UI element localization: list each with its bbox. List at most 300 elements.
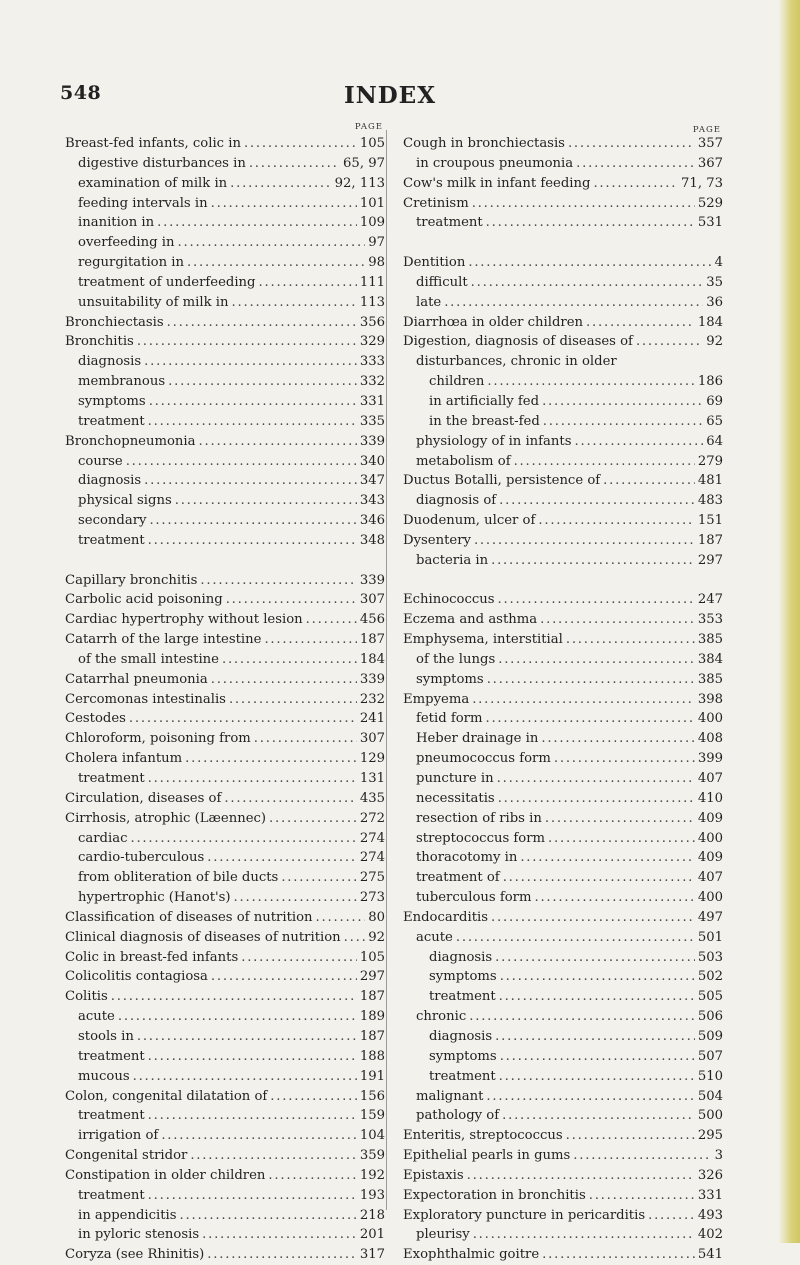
- index-entry: [403, 253, 723, 273]
- entry-page-number: 159: [359, 1108, 385, 1124]
- index-entry: [65, 948, 385, 968]
- entry-term: unsuitability of milk in: [78, 294, 229, 310]
- index-entry: [65, 928, 385, 948]
- dot-leader: [487, 670, 695, 690]
- entry-term: acute: [416, 929, 453, 945]
- entry-term: Cardiac hypertrophy without lesion: [65, 612, 303, 628]
- index-entry: [403, 709, 723, 729]
- entry-page-number: 531: [697, 215, 723, 231]
- dot-leader: [538, 511, 694, 531]
- entry-page-number: 357: [697, 136, 723, 151]
- entry-page-number: 35: [706, 274, 723, 290]
- entry-term: Epithelial pearls in gums: [403, 1148, 571, 1164]
- dot-leader: [485, 709, 694, 729]
- entry-page-number: 409: [697, 810, 723, 826]
- dot-leader: [180, 1206, 357, 1226]
- dot-leader: [548, 829, 695, 849]
- entry-term: Bronchiectasis: [65, 314, 164, 330]
- entry-page-number: 184: [359, 651, 385, 667]
- index-entry: [403, 452, 723, 472]
- entry-page-number: 274: [359, 850, 385, 866]
- entry-page-number: 497: [697, 909, 723, 925]
- index-entry: [65, 1027, 385, 1047]
- dot-leader: [514, 452, 695, 472]
- entry-page-number: 131: [359, 771, 385, 786]
- entry-term: Chloroform, poisoning from: [65, 731, 251, 747]
- entry-page-number: 69: [706, 393, 723, 409]
- entry-term: pneumococcus form: [416, 751, 551, 767]
- entry-term: treatment of: [416, 870, 500, 886]
- dot-leader: [126, 452, 357, 472]
- entry-page-number: 347: [359, 473, 385, 489]
- index-entry: [403, 690, 723, 710]
- index-entry: [403, 1186, 723, 1206]
- dot-leader: [144, 352, 357, 372]
- dot-leader: [199, 432, 357, 452]
- entry-term: pleurisy: [416, 1227, 470, 1243]
- entry-page-number: 409: [697, 850, 723, 866]
- dot-leader: [133, 1067, 357, 1087]
- entry-page-number: 113: [359, 294, 385, 310]
- entry-term: children: [429, 374, 485, 390]
- entry-page-number: 307: [359, 731, 385, 747]
- index-entry: [403, 1047, 723, 1067]
- dot-leader: [487, 372, 694, 392]
- dot-leader: [648, 1206, 695, 1226]
- index-entry: [65, 809, 385, 829]
- index-entry: [403, 630, 723, 650]
- dot-leader: [486, 1087, 694, 1107]
- dot-leader: [468, 253, 711, 273]
- entry-term: Classification of diseases of nutrition: [65, 909, 313, 925]
- index-entry: [403, 1007, 723, 1027]
- entry-term: diagnosis: [78, 354, 142, 370]
- index-entry: [403, 551, 723, 571]
- index-entry: [65, 630, 385, 650]
- entry-term: Endocarditis: [403, 909, 488, 925]
- entry-page-number: 275: [359, 870, 385, 886]
- index-entry: [65, 412, 385, 432]
- dot-leader: [520, 848, 695, 868]
- running-title: INDEX: [343, 82, 437, 109]
- index-entry: [65, 1067, 385, 1087]
- dot-leader: [566, 630, 695, 650]
- dot-leader: [149, 392, 357, 412]
- dot-leader: [148, 1106, 357, 1126]
- entry-page-number: 92, 113: [334, 175, 385, 191]
- entry-term: symptoms: [78, 393, 146, 409]
- entry-page-number: 80: [368, 909, 385, 925]
- entry-term: treatment: [416, 215, 483, 231]
- dot-leader: [211, 670, 357, 690]
- entry-term: treatment: [78, 1187, 145, 1203]
- entry-term: symptoms: [416, 671, 484, 687]
- entry-term: Bronchopneumonia: [65, 433, 196, 449]
- dot-leader: [178, 233, 366, 253]
- entry-term: Bronchitis: [65, 334, 134, 350]
- dot-leader: [474, 531, 695, 551]
- index-entry: [65, 471, 385, 491]
- index-entry: [403, 1146, 723, 1166]
- entry-term: diagnosis of: [416, 493, 497, 509]
- index-entry: [403, 352, 723, 372]
- index-entry: [65, 1146, 385, 1166]
- entry-page-number: 356: [359, 314, 385, 330]
- entry-page-number: 367: [697, 155, 723, 171]
- entry-page-number: 398: [697, 691, 723, 707]
- dot-leader: [144, 471, 357, 491]
- index-entry: [65, 253, 385, 273]
- entry-page-number: 111: [359, 274, 385, 290]
- entry-term: digestive disturbances in: [78, 155, 246, 171]
- page-number: 548: [60, 82, 102, 104]
- entry-term: treatment: [78, 771, 145, 786]
- entry-term: course: [78, 453, 123, 469]
- dot-leader: [473, 1225, 695, 1245]
- entry-term: treatment: [78, 1108, 145, 1124]
- dot-leader: [593, 174, 678, 194]
- entry-page-number: 400: [697, 890, 723, 906]
- entry-page-number: 400: [697, 830, 723, 846]
- dot-leader: [226, 590, 357, 610]
- index-entry: [65, 590, 385, 610]
- entry-page-number: 151: [697, 513, 723, 529]
- index-entry: [403, 1106, 723, 1126]
- index-entry: [65, 769, 385, 789]
- dot-leader: [137, 332, 357, 352]
- entry-page-number: 410: [697, 790, 723, 806]
- index-entry: [403, 868, 723, 888]
- index-entry: [65, 273, 385, 293]
- entry-term: Circulation, diseases of: [65, 790, 222, 806]
- dot-leader: [603, 471, 695, 491]
- index-entry: [403, 194, 723, 214]
- page-column-label: PAGE: [354, 122, 383, 132]
- entry-term: membranous: [78, 374, 166, 390]
- entry-term: Enteritis, streptococcus: [403, 1128, 563, 1144]
- entry-page-number: 129: [359, 751, 385, 767]
- entry-page-number: 295: [697, 1128, 723, 1144]
- index-entry: [403, 1166, 723, 1186]
- entry-page-number: 335: [359, 413, 385, 429]
- dot-leader: [573, 1146, 711, 1166]
- dot-leader: [190, 1146, 357, 1166]
- dot-leader: [534, 888, 694, 908]
- index-entry: [403, 1206, 723, 1226]
- dot-leader: [586, 313, 695, 333]
- index-entry: [65, 511, 385, 531]
- entry-page-number: 346: [359, 513, 385, 529]
- index-entry: [65, 848, 385, 868]
- dot-leader: [495, 948, 695, 968]
- index-entry: [403, 670, 723, 690]
- entry-term: Echinococcus: [403, 592, 495, 608]
- index-entry: [65, 1225, 385, 1245]
- dot-leader: [472, 690, 695, 710]
- dot-leader: [500, 967, 695, 987]
- entry-page-number: 187: [697, 532, 723, 548]
- entry-term: Cow's milk in infant feeding: [403, 175, 591, 191]
- index-entry: [403, 511, 723, 531]
- index-entry: [403, 273, 723, 293]
- index-entry: [65, 610, 385, 630]
- index-entry: [65, 709, 385, 729]
- entry-page-number: 274: [359, 830, 385, 846]
- entry-term: Colic in breast-fed infants: [65, 949, 239, 965]
- entry-term: Congenital stridor: [65, 1148, 188, 1164]
- entry-term: diagnosis: [78, 473, 142, 489]
- entry-page-number: 92: [706, 334, 723, 350]
- index-entry: [65, 888, 385, 908]
- index-entry: [65, 372, 385, 392]
- index-entry: [403, 491, 723, 511]
- entry-page-number: 506: [697, 1009, 723, 1025]
- index-entry: [65, 352, 385, 372]
- entry-term: Diarrhœa in older children: [403, 314, 584, 330]
- entry-term: examination of milk in: [78, 175, 228, 191]
- entry-page-number: 188: [359, 1048, 385, 1064]
- entry-page-number: 339: [359, 433, 385, 449]
- entry-term: treatment: [78, 413, 145, 429]
- dot-leader: [574, 432, 703, 452]
- entry-term: Cestodes: [65, 711, 126, 727]
- dot-leader: [306, 610, 357, 630]
- index-entry: [65, 313, 385, 333]
- dot-leader: [540, 610, 695, 630]
- entry-page-number: 101: [359, 195, 385, 211]
- entry-term: Colon, congenital dilatation of: [65, 1088, 268, 1104]
- dot-leader: [207, 848, 357, 868]
- index-entry: [403, 829, 723, 849]
- index-entry: [65, 452, 385, 472]
- dot-leader: [456, 928, 695, 948]
- entry-term: mucous: [78, 1068, 130, 1084]
- entry-term: Digestion, diagnosis of diseases of: [403, 334, 633, 350]
- dot-leader: [222, 650, 357, 670]
- dot-leader: [224, 789, 356, 809]
- index-entry: [65, 1166, 385, 1186]
- entry-page-number: 241: [359, 711, 385, 727]
- entry-page-number: 510: [697, 1068, 723, 1084]
- index-entry: [65, 1087, 385, 1107]
- dot-leader: [566, 1126, 695, 1146]
- index-entry: [65, 531, 385, 551]
- dot-leader: [491, 908, 695, 928]
- entry-term: puncture in: [416, 771, 494, 786]
- dot-leader: [486, 213, 695, 233]
- entry-term: bacteria in: [416, 552, 489, 568]
- entry-term: diagnosis: [429, 1028, 493, 1044]
- entry-page-number: 104: [359, 1128, 385, 1144]
- entry-term: cardiac: [78, 830, 128, 846]
- entry-term: symptoms: [429, 1048, 497, 1064]
- entry-term: Coryza (see Rhinitis): [65, 1247, 205, 1263]
- dot-leader: [471, 273, 704, 293]
- entry-term: cardio-tuberculous: [78, 850, 205, 866]
- index-entry: [403, 1087, 723, 1107]
- entry-term: Dysentery: [403, 532, 471, 548]
- dot-leader: [157, 213, 357, 233]
- index-entry: [65, 908, 385, 928]
- entry-page-number: 385: [697, 671, 723, 687]
- dot-leader: [636, 332, 703, 352]
- entry-page-number: 4: [714, 255, 723, 271]
- entry-term: Clinical diagnosis of diseases of nutrition: [65, 929, 341, 945]
- dot-leader: [118, 1007, 357, 1027]
- dot-leader: [202, 1225, 357, 1245]
- dot-leader: [207, 1245, 357, 1265]
- dot-leader: [149, 511, 356, 531]
- dot-leader: [129, 709, 357, 729]
- entry-term: from obliteration of bile ducts: [78, 870, 279, 886]
- entry-term: pathology of: [416, 1108, 500, 1124]
- index-entry: [403, 332, 723, 352]
- index-entry: [403, 809, 723, 829]
- page-edge: [778, 0, 800, 1243]
- entry-page-number: 109: [359, 215, 385, 231]
- index-entry: [403, 531, 723, 551]
- entry-term: Dentition: [403, 255, 466, 271]
- entry-page-number: 36: [706, 294, 723, 310]
- dot-leader: [148, 412, 357, 432]
- dot-leader: [472, 194, 695, 214]
- dot-leader: [270, 1087, 357, 1107]
- dot-leader: [495, 1027, 695, 1047]
- entry-term: regurgitation in: [78, 255, 185, 271]
- index-entry: [403, 967, 723, 987]
- entry-page-number: 65: [706, 413, 723, 429]
- entry-term: resection of ribs in: [416, 810, 542, 826]
- dot-leader: [498, 590, 695, 610]
- entry-term: metabolism of: [416, 453, 511, 469]
- dot-leader: [211, 194, 357, 214]
- dot-leader: [241, 948, 357, 968]
- index-entry: [403, 888, 723, 908]
- index-entry: [403, 789, 723, 809]
- entry-term: of the small intestine: [78, 651, 219, 667]
- entry-term: difficult: [416, 274, 468, 290]
- entry-page-number: 329: [359, 334, 385, 350]
- entry-page-number: 385: [697, 632, 723, 648]
- dot-leader: [498, 650, 695, 670]
- dot-leader: [200, 571, 356, 591]
- entry-term: Colicolitis contagiosa: [65, 969, 208, 985]
- entry-page-number: 187: [359, 1028, 385, 1044]
- entry-term: diagnosis: [429, 949, 493, 965]
- entry-term: Cough in bronchiectasis: [403, 136, 565, 151]
- dot-leader: [229, 690, 357, 710]
- index-entry: [65, 213, 385, 233]
- entry-page-number: 359: [359, 1148, 385, 1164]
- entry-page-number: 273: [359, 890, 385, 906]
- entry-term: Exploratory puncture in pericarditis: [403, 1207, 646, 1223]
- index-entry: [403, 848, 723, 868]
- entry-page-number: 186: [697, 374, 723, 390]
- index-entry: [403, 471, 723, 491]
- index-entry: [403, 293, 723, 313]
- entry-term: late: [416, 294, 442, 310]
- index-entry: [65, 868, 385, 888]
- entry-page-number: 407: [697, 870, 723, 886]
- index-entry: [65, 967, 385, 987]
- index-entry: [403, 134, 723, 154]
- entry-page-number: 407: [697, 771, 723, 786]
- dot-leader: [249, 154, 340, 174]
- entry-page-number: 98: [368, 255, 385, 271]
- entry-page-number: 504: [697, 1088, 723, 1104]
- index-entry: [403, 650, 723, 670]
- entry-page-number: 343: [359, 493, 385, 509]
- dot-leader: [444, 293, 703, 313]
- dot-leader: [244, 134, 357, 154]
- entry-page-number: 500: [697, 1108, 723, 1124]
- index-entry: [65, 1106, 385, 1126]
- dot-leader: [130, 829, 356, 849]
- entry-page-number: 97: [368, 235, 385, 251]
- index-entry: [403, 987, 723, 1007]
- dot-leader: [148, 769, 357, 789]
- dot-leader: [499, 987, 695, 1007]
- entry-page-number: 339: [359, 572, 385, 588]
- entry-page-number: 501: [697, 929, 723, 945]
- entry-term: Colitis: [65, 989, 108, 1005]
- entry-term: treatment: [429, 989, 496, 1005]
- index-entry: [403, 372, 723, 392]
- index-column-left: [65, 120, 385, 1265]
- entry-term: Empyema: [403, 691, 470, 707]
- dot-leader: [491, 551, 695, 571]
- dot-leader: [542, 1245, 695, 1265]
- index-entry: [65, 491, 385, 511]
- entry-term: treatment: [78, 1048, 145, 1064]
- dot-leader: [541, 729, 694, 749]
- index-entry: [403, 392, 723, 412]
- entry-page-number: 348: [359, 532, 385, 548]
- entry-page-number: 64: [706, 433, 723, 449]
- index-entry: [403, 948, 723, 968]
- index-entry: [403, 174, 723, 194]
- entry-term: Heber drainage in: [416, 731, 539, 747]
- index-entry: [403, 432, 723, 452]
- entry-page-number: 399: [697, 751, 723, 767]
- index-entry: [65, 729, 385, 749]
- entry-page-number: 156: [359, 1088, 385, 1104]
- entry-page-number: 402: [697, 1227, 723, 1243]
- dot-leader: [175, 491, 357, 511]
- entry-term: irrigation of: [78, 1128, 159, 1144]
- dot-leader: [503, 868, 695, 888]
- entry-page-number: 503: [697, 949, 723, 965]
- dot-leader: [344, 928, 366, 948]
- dot-leader: [230, 174, 331, 194]
- index-entry: [403, 590, 723, 610]
- index-entry: [65, 650, 385, 670]
- entry-term: Ductus Botalli, persistence of: [403, 473, 601, 489]
- index-entry: [65, 134, 385, 154]
- index-entry: [65, 1007, 385, 1027]
- dot-leader: [148, 531, 357, 551]
- index-entry: [403, 1126, 723, 1146]
- page-header: [60, 82, 720, 112]
- entry-page-number: 192: [359, 1167, 385, 1183]
- entry-term: secondary: [78, 513, 147, 529]
- index-entry: [65, 174, 385, 194]
- dot-leader: [497, 769, 695, 789]
- entry-page-number: 247: [697, 592, 723, 608]
- entry-page-number: 331: [359, 393, 385, 409]
- entry-term: of the lungs: [416, 651, 496, 667]
- entry-page-number: 105: [359, 949, 385, 965]
